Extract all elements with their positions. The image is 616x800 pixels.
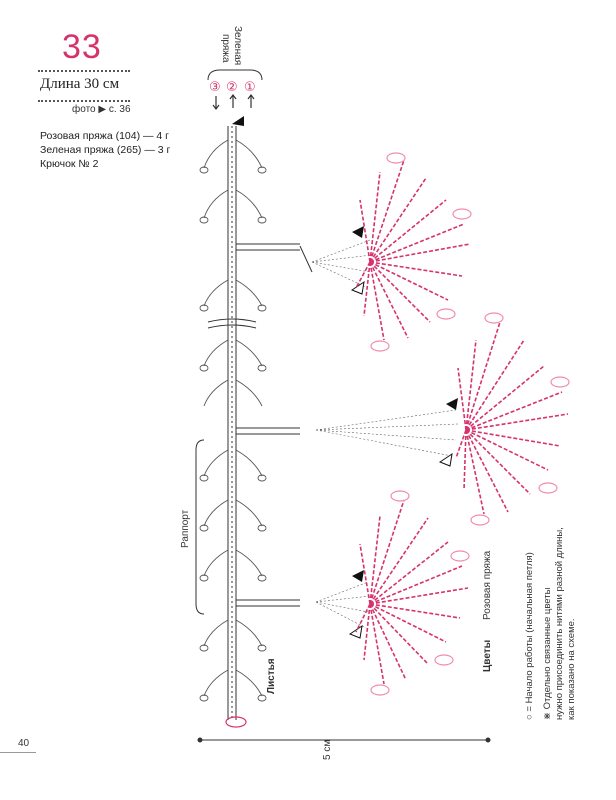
row-direction-arrows [213, 95, 254, 109]
main-stem [228, 126, 236, 720]
legend-start-note: ○ = Начало работы (начальная петля) [524, 552, 535, 720]
flowers-label: Цветы [482, 639, 493, 672]
scale-label: 5 см [322, 739, 333, 760]
leaves-label: Листья [266, 658, 277, 694]
legend-note-line3: как показано на схеме. [566, 618, 577, 720]
row-marker-3: ③ [209, 79, 221, 94]
page-number: 40 [18, 738, 30, 749]
leaf-motifs [200, 140, 266, 701]
green-yarn-label-line1: Зеленая [232, 26, 243, 66]
page-number-rule [0, 752, 36, 753]
flower-top [356, 160, 470, 340]
start-arrow-icon [232, 116, 244, 126]
material-hook: Крючок № 2 [40, 158, 99, 170]
flowers-yarn-label: Розовая пряжа [482, 550, 493, 620]
attachment-threads [312, 240, 458, 628]
scale-bar [198, 738, 490, 742]
photo-reference: фото ▶ с. 36 [72, 104, 131, 115]
legend-note-line2: нужно присоединить нитями разной длины, [554, 527, 565, 720]
material-pink-yarn: Розовая пряжа (104) — 4 г [40, 130, 170, 142]
length-title: Длина 30 см [40, 76, 120, 92]
material-green-yarn: Зеленая пряжа (265) — 3 г [40, 144, 171, 156]
legend-note-line1: ⋇ Отдельно связанные цветы [542, 587, 553, 720]
branch-stems [236, 244, 312, 606]
pattern-number: 33 [62, 28, 102, 66]
flower-middle [456, 322, 568, 514]
green-yarn-label-line2: пряжа [220, 34, 231, 63]
row-marker-1: ① [244, 79, 256, 94]
repeat-label: Раппорт [180, 509, 191, 548]
row-marker-2: ② [226, 79, 238, 94]
